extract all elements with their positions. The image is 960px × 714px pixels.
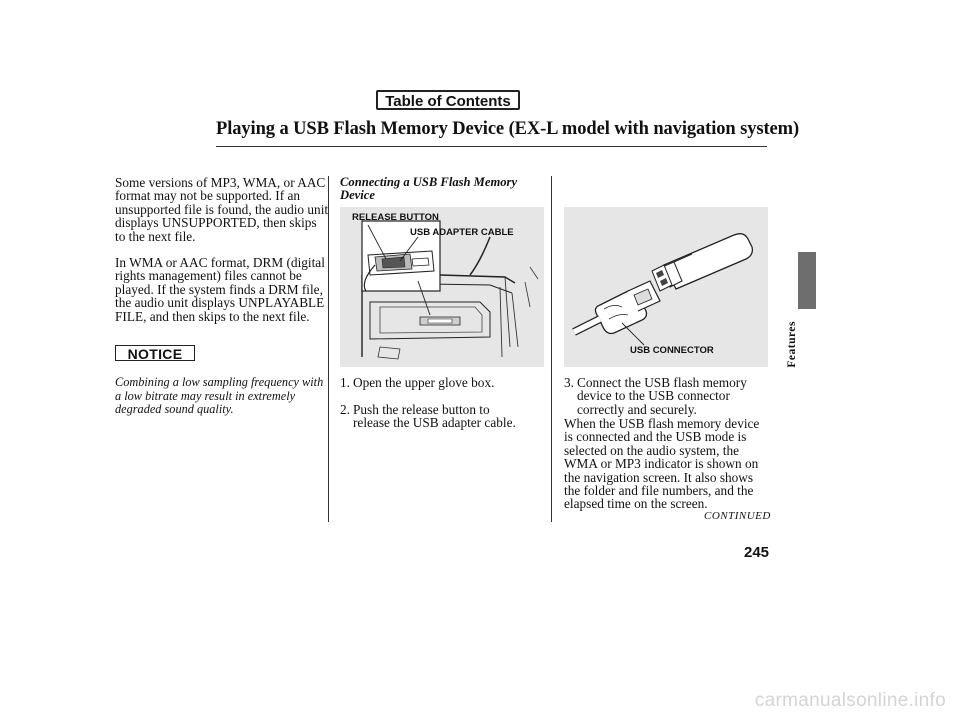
watermark (0, 688, 960, 714)
callout-usb-connector: USB CONNECTOR (630, 345, 714, 356)
paragraph-unsupported-formats: Some versions of MP3, WMA, or AAC format may not be supported. If an unsupported file is found, the audio unit displays UNSUPPORTED, then skips to the next file. (115, 175, 329, 244)
section-side-label: Features (786, 321, 798, 368)
step-1-number: 1. (340, 375, 350, 390)
watermark-text: carmanualsonline.info (754, 690, 946, 711)
continued-label: CONTINUED (704, 510, 771, 522)
usb-device-drawing (564, 207, 768, 367)
step-3-number: 3. (564, 375, 574, 390)
callout-release-button: RELEASE BUTTON (352, 212, 439, 223)
step-2-number: 2. (340, 402, 350, 417)
column-divider-right (551, 176, 552, 522)
section-title: Connecting a USB Flash Memory Device (340, 175, 518, 202)
step-2-text: Push the release button to release the USB adapter cable. (353, 402, 516, 431)
callout-usb-adapter-cable: USB ADAPTER CABLE (410, 227, 514, 238)
paragraph-drm-files: In WMA or AAC format, DRM (digital rights management) files cannot be played. If the system finds a DRM file, the audio unit displays UNPLAYABLE FILE, and then skips to the next file. (115, 255, 325, 324)
table-of-contents-button[interactable]: Table of Contents (376, 90, 520, 110)
step-3-text: Connect the USB flash memory device to the USB connector correctly and securely. (577, 375, 747, 417)
usb-device-illustration (564, 207, 768, 367)
page-number: 245 (744, 544, 770, 561)
step-1-text: Open the upper glove box. (353, 375, 495, 390)
header-rule (216, 146, 767, 147)
page-title: Playing a USB Flash Memory Device (EX-L model with navigation system) (216, 119, 800, 139)
notice-text: Combining a low sampling frequency with a low bitrate may result in extremely degraded sound quality. (115, 375, 324, 416)
glove-box-illustration (340, 207, 544, 367)
notice-badge: NOTICE (115, 345, 195, 361)
section-tab-marker (798, 252, 816, 309)
paragraph-usb-mode: When the USB flash memory device is connected and the USB mode is selected on the audio system, the WMA or MP3 indicator is shown on the navigation screen. It also shows the folder and file numbers, and the elapsed time on the screen. (564, 416, 760, 512)
